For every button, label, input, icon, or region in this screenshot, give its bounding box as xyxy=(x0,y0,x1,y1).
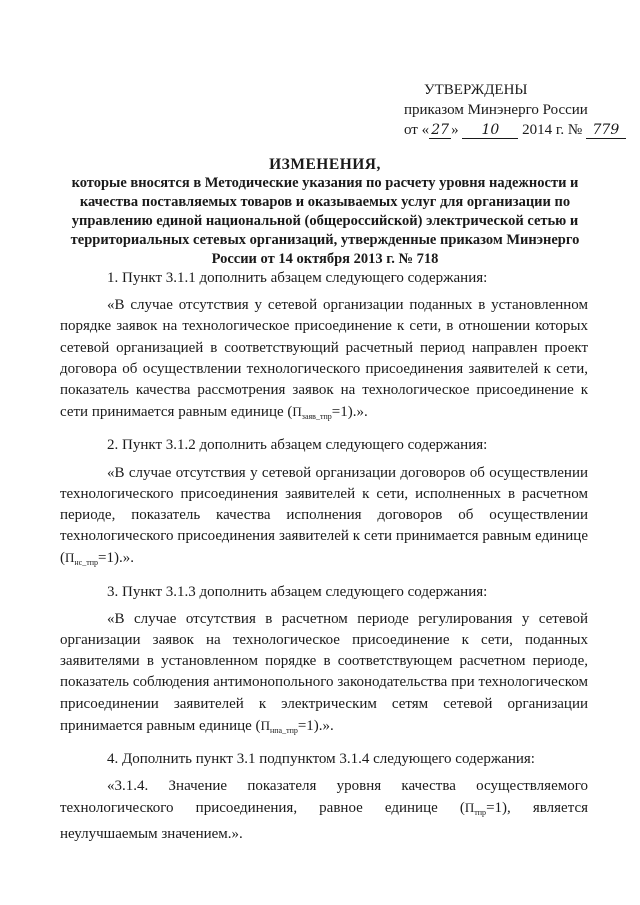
indicator-subscript: тпр xyxy=(474,808,487,818)
title-line: управлению единой национальной (общероссийской) электрической сетью и xyxy=(71,213,579,229)
handwritten-day: 27 xyxy=(429,122,451,139)
indicator-symbol: П xyxy=(65,550,75,566)
year-label: 2014 г. xyxy=(522,122,565,138)
title-heading: ИЗМЕНЕНИЯ, xyxy=(269,156,381,173)
quote-close: » xyxy=(451,122,459,138)
title-line: территориальных сетевых организаций, утвержденные приказом Минэнерго xyxy=(70,232,580,248)
indicator-symbol: П xyxy=(464,800,475,816)
title-line: России от 14 октября 2013 г. № 718 xyxy=(211,251,439,267)
indicator-symbol: П xyxy=(260,717,270,733)
point-text: «В случае отсутствия у сетевой организации договоров об осуществлении технологического присоединения заявителей к сети, исполненных в расчетном периоде, показатель качества исполнения договоров об осуществлении технологического присоединения заявителей к сети принимается равным единице $(П_{нс\_тпр}=1)$.». xyxy=(60,464,588,568)
number-label: № xyxy=(567,122,583,138)
title-line: качества поставляемых товаров и оказываемых услуг для организации по xyxy=(79,194,571,210)
point-heading: 2. Пункт 3.1.2 дополнить абзацем следующего содержания: xyxy=(107,437,488,454)
indicator-subscript: нс_тпр xyxy=(74,558,98,568)
from-label: от xyxy=(404,122,418,138)
approved-heading: УТВЕРЖДЕНЫ xyxy=(424,82,528,98)
approved-by-order: приказом Минэнерго России xyxy=(404,102,588,118)
point-heading: 3. Пункт 3.1.3 дополнить абзацем следующего содержания: xyxy=(107,583,488,600)
point-text: «В случае отсутствия у сетевой организации поданных в установленном порядке заявок на технологическое присоединение к сети, в отношении которых сетевой организацией в соответствующий расчетный период направлен проект договора об осуществлении технологического присоединения заявителей к сети, показатель качества рассмотрения заявок на технологическое присоединение к сети принимается равным единице $(П_{заяв\_тпр}=1)$.». xyxy=(60,297,588,422)
title-line: которые вносятся в Методические указания по расчету уровня надежности и xyxy=(71,175,579,191)
quote-open: « xyxy=(421,122,430,138)
point-text: «3.1.4. Значение показателя уровня качества осуществляемого технологического присоединения, равное единице $(П_{тпр}=1)$, является неулучшаемым значением.». xyxy=(60,778,589,842)
point-heading: 1. Пункт 3.1.1 дополнить абзацем следующего содержания: xyxy=(107,270,488,286)
document-body xyxy=(60,268,588,845)
point-heading: 4. Дополнить пункт 3.1 подпунктом 3.1.4 следующего содержания: xyxy=(107,751,535,768)
indicator-subscript: нпа_тпр xyxy=(269,725,298,735)
handwritten-month: 10 xyxy=(462,122,518,139)
handwritten-number: 779 xyxy=(586,122,626,139)
indicator-symbol: П xyxy=(292,404,302,420)
indicator-subscript: заяв_тпр xyxy=(301,412,332,422)
point-text: «В случае отсутствия в расчетном периоде регулирования у сетевой организации заявок на технологическое присоединение к сети, поданных заявителями в установленном порядке в соответствующем расчетном периоде, показатель соблюдения антимонопольного законодательства при технологическом присоединении заявителей к электрическим сетям сетевой организации принимается равным единице $(П_{нпа\_тпр}=1)$.». xyxy=(60,610,588,735)
approval-block xyxy=(404,80,626,140)
approval-date-line xyxy=(404,120,626,140)
document-title xyxy=(60,155,590,269)
